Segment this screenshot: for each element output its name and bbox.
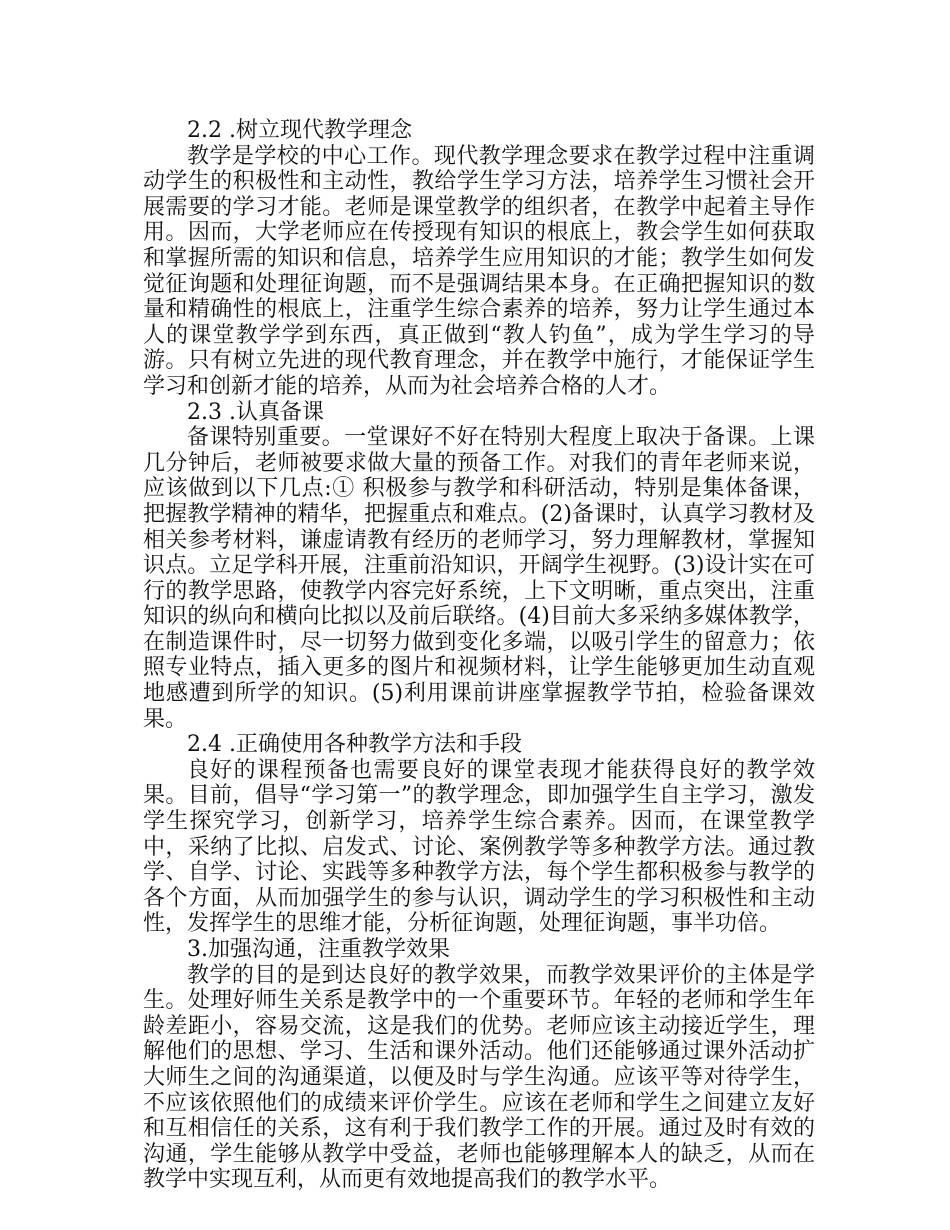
section-paragraph-2-4: 良好的课程预备也需要良好的课堂表现才能获得良好的教学效果。目前，倡导“学习第一”的教学理念，即加强学生自主学习，激发学生探究学习，创新学习，培养学生综合素养。因而，在课堂教学中，采纳了比拟、启发式、讨论、案例教学等多种教学方法。通过教学、自学、讨论、实践等多种教学方法，每个学生都积极参与教学的各个方面，从而加强学生的参与认识，调动学生的学习积极性和主动性，发挥学生的思维才能，分析征询题，处理征询题，事半功倍。 bbox=[143, 757, 815, 937]
section-heading-3: 3.加强沟通，注重教学效果 bbox=[187, 937, 450, 962]
section-paragraph-3: 教学的目的是到达良好的教学效果，而教学效果评价的主体是学生。处理好师生关系是教学中的一个重要环节。年轻的老师和学生年龄差距小，容易交流，这是我们的优势。老师应该主动接近学生，理解他们的思想、学习、生活和课外活动。他们还能够通过课外活动扩大师生之间的沟通渠道，以便及时与学生沟通。应该平等对待学生，不应该依照他们的成绩来评价学生。应该在老师和学生之间建立友好和互相信任的关系，这有利于我们教学工作的开展。通过及时有效的沟通，学生能够从教学中受益，老师也能够理解本人的缺乏，从而在教学中实现互利，从而更有效地提高我们的教学水平。 bbox=[143, 962, 815, 1193]
section-heading-2-4: 2.4 .正确使用各种教学方法和手段 bbox=[187, 732, 522, 758]
section-paragraph-2-2: 教学是学校的中心工作。现代教学理念要求在教学过程中注重调动学生的积极性和主动性，教给学生学习方法，培养学生习惯社会开展需要的学习才能。老师是课堂教学的组织者，在教学中起着主导作用。因而，大学老师应在传授现有知识的根底上，教会学生如何获取和掌握所需的知识和信息，培养学生应用知识的才能；教学生如何发觉征询题和处理征询题，而不是强调结果本身。在正确把握知识的数量和精确性的根底上，注重学生综合素养的培养，努力让学生通过本人的课堂教学学到东西，真正做到“教人钓鱼”，成为学生学习的导游。只有树立先进的现代教育理念，并在教学中施行，才能保证学生学习和创新才能的培养，从而为社会培养合格的人才。 bbox=[143, 143, 815, 399]
section-paragraph-2-3: 备课特别重要。一堂课好不好在特别大程度上取决于备课。上课几分钟后，老师被要求做大量的预备工作。对我们的青年老师来说，应该做到以下几点:① 积极参与教学和科研活动，特别是集体备课，把握教学精神的精华，把握重点和难点。(2)备课时，认真学习教材及相关参考材料，谦虚请教有经历的老师学习，努力理解教材，掌握知识点。立足学科开展，注重前沿知识，开阔学生视野。(3)设计实在可行的教学思路，使教学内容完好系统，上下文明晰，重点突出，注重知识的纵向和横向比拟以及前后联络。(4)目前大多采纳多媒体教学，在制造课件时，尽一切努力做到变化多端，以吸引学生的留意力；依照专业特点，插入更多的图片和视频材料，让学生能够更加生动直观地感遭到所学的知识。(5)利用课前讲座掌握教学节拍，检验备课效果。 bbox=[143, 425, 815, 732]
section-heading-2-3: 2.3 .认真备课 bbox=[187, 399, 324, 425]
document-page bbox=[143, 118, 815, 1193]
section-heading-2-2: 2.2 .树立现代教学理念 bbox=[187, 118, 412, 143]
